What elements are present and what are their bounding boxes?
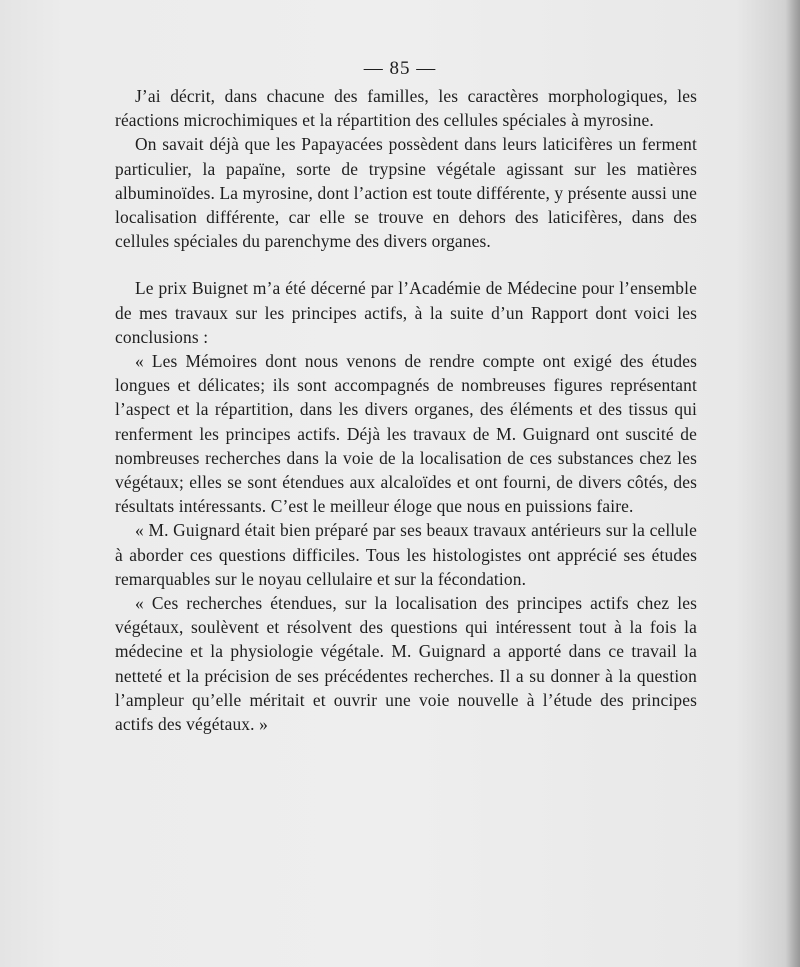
paragraph-4: « Les Mémoires dont nous venons de rendre compte ont exigé des études longues et délicates; ils sont accompagnés de nombreuses figures représentant l’aspect et la répartition, dans les divers organes, des éléments et des tissus qui renferment les principes actifs. Déjà les travaux de M. Guignard ont suscité de nombreuses recherches dans la voie de la localisation de ces substances chez les végétaux; elles se sont étendues aux alcaloïdes et ont fourni, de divers côtés, des résultats intéressants. C’est le meilleur éloge que nous en puissions faire. — [115, 351, 697, 517]
page-number: — 85 — — [363, 58, 437, 79]
body-text — [115, 84, 697, 736]
page-edge-shadow — [786, 0, 800, 967]
paragraph-1: J’ai décrit, dans chacune des familles, les caractères morphologiques, les réactions microchimiques et la répartition des cellules spéciales à myrosine. — [115, 86, 697, 131]
paragraph-5: « M. Guignard était bien préparé par ses beaux travaux antérieurs sur la cellule à aborder ces questions difficiles. Tous les histologistes ont apprécié ses études remarquables sur le noyau cellulaire et sur la fécondation. — [115, 520, 697, 589]
paragraph-3: Le prix Buignet m’a été décerné par l’Académie de Médecine pour l’ensemble de mes travaux sur les principes actifs, à la suite d’un Rapport dont voici les conclusions : — [115, 278, 697, 347]
paragraph-6: « Ces recherches étendues, sur la localisation des principes actifs chez les végétaux, soulèvent et résolvent des questions qui intéressent tout à la fois la médecine et la physiologie végétale. M. Guignard a apporté dans ce travail la netteté et la précision de ses précédentes recherches. Il a su donner à la question l’ampleur qu’elle méritait et ouvrir une voie nouvelle à l’étude des principes actifs des végétaux. » — [115, 593, 697, 735]
paragraph-2: On savait déjà que les Papayacées possèdent dans leurs laticifères un ferment particulier, la papaïne, sorte de trypsine végétale agissant sur les matières albuminoïdes. La myrosine, dont l’action est toute différente, y présente aussi une localisation différente, car elle se trouve en dehors des laticifères, dans des cellules spéciales du parenchyme des divers organes. — [115, 134, 698, 252]
